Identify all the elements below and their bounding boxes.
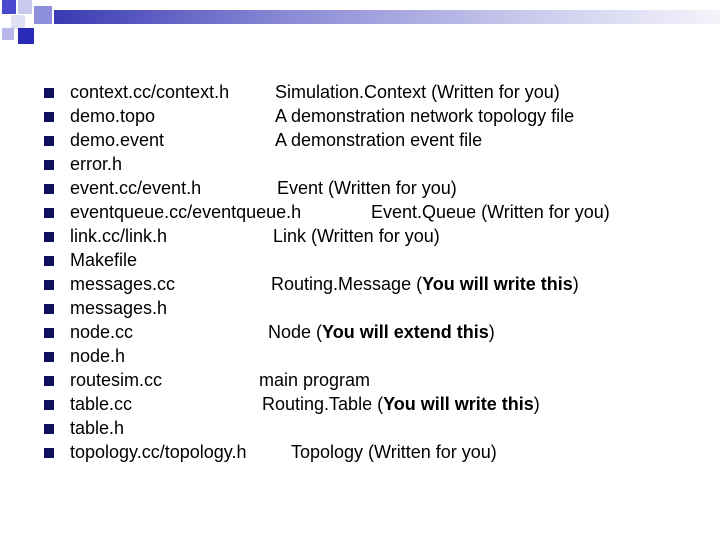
- file-description: [271, 272, 579, 296]
- description-suffix: ): [572, 274, 579, 294]
- file-description: Event (Written for you): [277, 178, 457, 198]
- file-name: context.cc/context.h: [70, 82, 230, 102]
- file-name: messages.cc: [70, 274, 176, 294]
- bullet-square-icon: [44, 184, 54, 194]
- list-item: [0, 368, 720, 392]
- bullet-square-icon: [44, 448, 54, 458]
- file-name: node.cc: [70, 322, 134, 342]
- bullet-square-icon: [44, 400, 54, 410]
- decor-square: [2, 28, 14, 40]
- file-description: Simulation.Context (Written for you): [275, 82, 560, 102]
- bullet-square-icon: [44, 208, 54, 218]
- bullet-square-icon: [44, 376, 54, 386]
- list-item: [0, 224, 720, 248]
- list-item: [0, 200, 720, 224]
- file-description: A demonstration event file: [275, 130, 483, 150]
- list-item: [0, 320, 720, 344]
- file-description: main program: [259, 370, 371, 390]
- file-name: topology.cc/topology.h: [70, 442, 247, 462]
- list-item: [0, 272, 720, 296]
- list-item: [0, 248, 720, 272]
- bullet-square-icon: [44, 328, 54, 338]
- decor-square: [18, 28, 34, 44]
- description-suffix: ): [533, 394, 540, 414]
- file-description: Topology (Written for you): [291, 442, 497, 462]
- bullet-square-icon: [44, 112, 54, 122]
- bullet-square-icon: [44, 280, 54, 290]
- bullet-square-icon: [44, 256, 54, 266]
- file-description: A demonstration network topology file: [275, 106, 575, 126]
- description-emphasis: You will write this: [383, 394, 534, 414]
- list-item: [0, 416, 720, 440]
- decor-square: [2, 0, 16, 14]
- bullet-square-icon: [44, 424, 54, 434]
- file-name: table.h: [70, 418, 125, 438]
- description-emphasis: You will extend this: [322, 322, 489, 342]
- file-name: eventqueue.cc/eventqueue.h: [70, 202, 302, 222]
- list-item: [0, 440, 720, 464]
- description-prefix: Routing.Message (: [271, 274, 423, 294]
- bullet-square-icon: [44, 88, 54, 98]
- file-name: demo.topo: [70, 106, 156, 126]
- file-name: error.h: [70, 154, 123, 174]
- file-name: Makefile: [70, 250, 138, 270]
- file-description: [262, 392, 540, 416]
- file-name: table.cc: [70, 394, 133, 414]
- bullet-square-icon: [44, 160, 54, 170]
- list-item: [0, 392, 720, 416]
- description-prefix: Routing.Table (: [262, 394, 384, 414]
- file-name: messages.h: [70, 298, 168, 318]
- file-description: [268, 320, 495, 344]
- file-description: Link (Written for you): [273, 226, 440, 246]
- description-emphasis: You will write this: [422, 274, 573, 294]
- bullet-square-icon: [44, 136, 54, 146]
- decor-square: [34, 6, 52, 24]
- list-item: [0, 296, 720, 320]
- list-item: [0, 176, 720, 200]
- bullet-square-icon: [44, 232, 54, 242]
- description-prefix: Node (: [268, 322, 323, 342]
- file-name: event.cc/event.h: [70, 178, 202, 198]
- file-name: link.cc/link.h: [70, 226, 168, 246]
- file-description: Event.Queue (Written for you): [371, 202, 610, 222]
- file-name: routesim.cc: [70, 370, 163, 390]
- header-gradient-bar: [54, 10, 720, 24]
- bullet-square-icon: [44, 304, 54, 314]
- list-item: [0, 128, 720, 152]
- list-item: [0, 104, 720, 128]
- file-name: demo.event: [70, 130, 165, 150]
- file-name: node.h: [70, 346, 126, 366]
- decor-square: [18, 0, 32, 14]
- bullet-square-icon: [44, 352, 54, 362]
- list-item: [0, 344, 720, 368]
- list-item: [0, 80, 720, 104]
- description-suffix: ): [488, 322, 495, 342]
- list-item: [0, 152, 720, 176]
